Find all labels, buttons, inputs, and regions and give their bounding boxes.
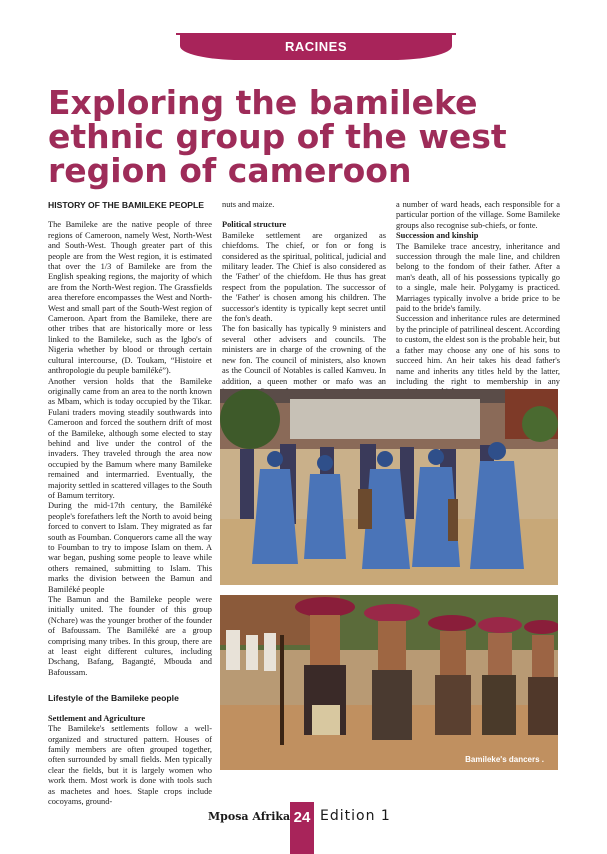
subheading-settlement: Settlement and Agriculture <box>48 713 146 723</box>
section-tab <box>180 33 452 60</box>
photo-male-dancers <box>220 595 558 770</box>
subheading-succession: Succession and kinship <box>396 231 479 241</box>
paragraph: nuts and maize. <box>222 200 275 209</box>
section-label: RACINES <box>284 39 347 54</box>
photo-women-dancers-image <box>220 389 558 585</box>
paragraph: Another version holds that the Bamileke originally came from an area to the north known as Mbam, which is today occupied by the Tikar. Fulani traders moving steadily southwards into Cameroon and forced the southern drift of most of the Bamileke, although some elected to stay behind and live under the control of the invaders. They traveled through the area now occupied by the Bamum where many Bamileke remained and intermarried. Eventually, the majority settled in scattered villages to the South of Bamum territory. <box>48 376 212 500</box>
paragraph: a number of ward heads, each responsible for a particular portion of the village. Some Bamileke groups also recognise sub-chiefs, or fonte. <box>396 200 560 230</box>
column-3 <box>396 200 560 398</box>
photo-women-dancers <box>220 389 558 585</box>
magazine-brand: Mposa Afrika <box>208 810 291 823</box>
photo-caption: Bamileke's dancers . <box>465 755 544 764</box>
paragraph: The Bamileke's settlements follow a well-organized and structured pattern. Houses of family members are often grouped together, often surrounded by small fields. Men typically clear the fields, but it is largely women who work them. Most work is done with tools such as machetes and hoes. Staple crops include cocoyams, ground- <box>48 724 212 806</box>
paragraph: Succession and inheritance rules are determined by the principle of patrilineal descent. According to custom, the eldest son is the probable heir, but a father may choose any one of his sons to succeed him. An heir takes his dead father's name and inherits any titles held by the latter, including the right to membership in any <box>396 314 560 386</box>
column-2 <box>222 200 386 408</box>
page-number-label: 24 <box>293 809 311 826</box>
paragraph: Bamileke settlement are organized as chiefdoms. The chief, or fon or fong is considered as the spiritual, political, judicial and military leader. The Chief is also considered as the 'Father' of the chiefdom. He thus has great respect from the population. The successor of the 'Father' is chosen among his children. The successor's identity is typically kept secret until the fon's death. <box>222 230 386 324</box>
paragraph: The Bamileke trace ancestry, inheritance and succession through the male line, and children belong to the fondom of their father. After a man's death, all of his possessions typically go to a single, male heir. Polygamy is practiced. Marriages typically involve a bride price to be paid to the bride's family. <box>396 241 560 314</box>
paragraph: The Bamileke are the native people of three regions of Cameroon, namely West, North-West and South-West. Though greater part of this people are from the West region, it is estimated that over the 1/3 of Bamileke are from the English speaking regions, the majority of which are from the North-West region. The Grassfields area therefore encompasses the West and North-West and small part of the South-West region of Cameroon. Apart from the Bamileke, there are other tribes that are historically more or less linked to the Bamileke, such as the Igbo's of Nigeria whether by blood or through certain cultural intercourse, (D. Toukam, “Histoire et anthropologie du peuple bamiléké”). <box>48 220 212 376</box>
photo-male-dancers-image <box>220 595 558 770</box>
paragraph: The Bamun and the Bamileke people were initially united. The founder of this group (Nchare) was the younger brother of the founder of Bafoussam. The Bamiléké are a group comprising many tribes. In this group, there are at least eight different cultures, including Dschang, Bafang, Bagangté, Mbouda and Bafoussam. <box>48 595 212 677</box>
column-1 <box>48 200 212 807</box>
section-heading-lifestyle: Lifestyle of the Bamileke people <box>48 693 179 704</box>
paragraph: The fon basically has typically 9 ministers and several other advisers and councils. The ministers are in charge of the crowning of the new fon. The council of ministers, also known as the Council of Notables is called Kamveu. In addition, a queen mother or mafo was an <box>222 324 386 386</box>
edition-label: Edition 1 <box>320 808 391 824</box>
section-heading-history: HISTORY OF THE BAMILEKE PEOPLE <box>48 200 204 210</box>
page-number <box>290 802 314 854</box>
subheading-political-structure: Political structure <box>222 220 287 230</box>
article-title: Exploring the bamileke ethnic group of the west region of cameroon <box>48 83 507 190</box>
paragraph: During the mid-17th century, the Bamiléké people's forefathers left the North to avoid being forced to convert to Islam. They migrated as far south as Foumban. Conquerors came all the way to Foumban to try to impose Islam on them. A war began, pushing some people to leave while others remained, submitting to Islam. This marks the division between the Bamun and Bamiléké people <box>48 501 212 594</box>
